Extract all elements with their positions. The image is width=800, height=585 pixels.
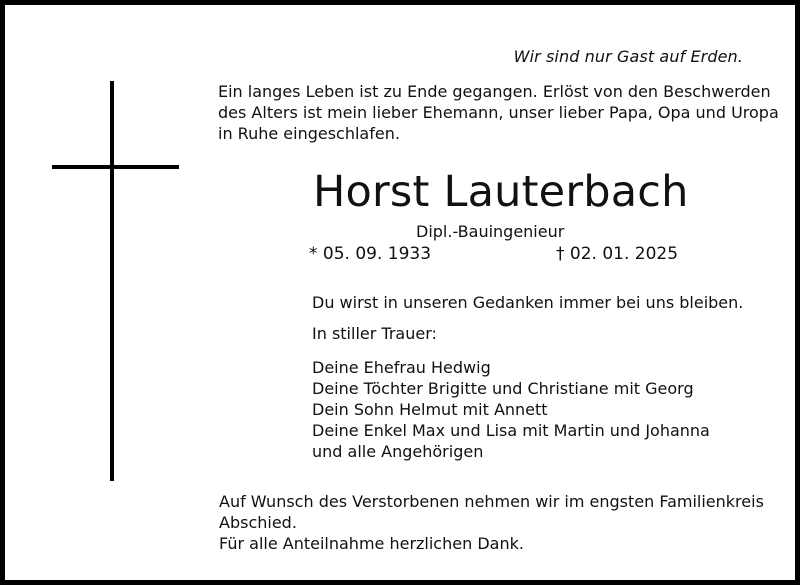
cross-horizontal-bar	[52, 165, 179, 169]
memorial-quote: Du wirst in unseren Gedanken immer bei uns bleiben.	[312, 293, 744, 312]
death-date: † 02. 01. 2025	[556, 244, 679, 264]
family-line: Deine Enkel Max und Lisa mit Martin und Johanna	[312, 421, 710, 440]
family-line: und alle Angehörigen	[312, 442, 484, 461]
closing-line: Auf Wunsch des Verstorbenen nehmen wir im engsten Familienkreis	[219, 492, 764, 511]
birth-date: * 05. 09. 1933	[309, 244, 432, 264]
family-line: Dein Sohn Helmut mit Annett	[312, 400, 548, 419]
family-line: Deine Töchter Brigitte und Christiane mit Georg	[312, 379, 694, 398]
mourning-label: In stiller Trauer:	[312, 324, 437, 343]
intro-line: des Alters ist mein lieber Ehemann, unser lieber Papa, Opa und Uropa	[218, 103, 779, 122]
closing-line: Für alle Anteilnahme herzlichen Dank.	[219, 534, 524, 553]
cross-vertical-bar	[110, 81, 114, 481]
intro-line: Ein langes Leben ist zu Ende gegangen. Erlöst von den Beschwerden	[218, 82, 771, 101]
closing-text	[219, 491, 764, 554]
motto: Wir sind nur Gast auf Erden.	[513, 47, 743, 66]
deceased-title: Dipl.-Bauingenieur	[416, 222, 565, 241]
closing-line: Abschied.	[219, 513, 297, 532]
family-line: Deine Ehefrau Hedwig	[312, 358, 491, 377]
deceased-name: Horst Lauterbach	[313, 167, 689, 217]
intro-text	[218, 81, 788, 144]
family-list	[312, 357, 710, 462]
intro-line: in Ruhe eingeschlafen.	[218, 124, 400, 143]
